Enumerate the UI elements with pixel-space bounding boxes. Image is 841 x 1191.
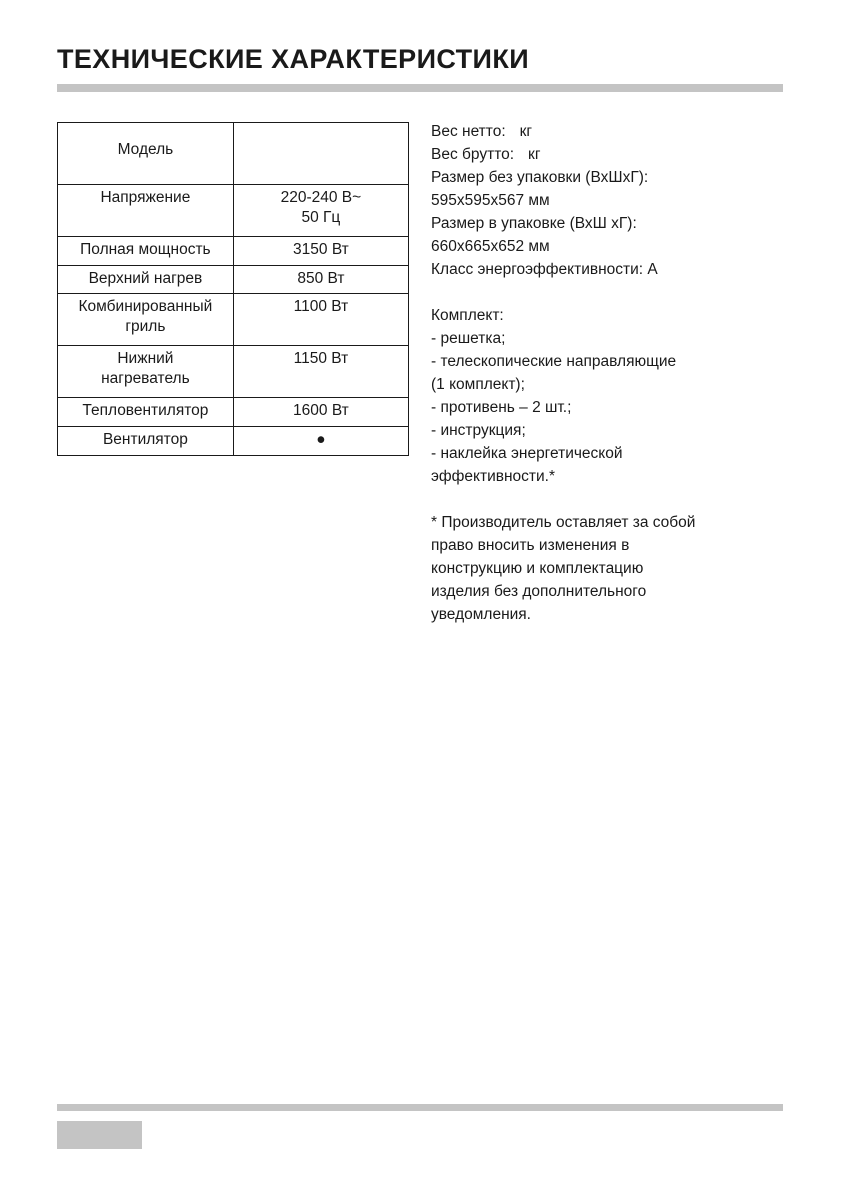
page-title: ТЕХНИЧЕСКИЕ ХАРАКТЕРИСТИКИ — [57, 44, 530, 74]
row-label-fan: Вентилятор — [58, 427, 234, 456]
table-row — [58, 427, 409, 456]
kit-heading: Комплект: — [431, 307, 504, 324]
row-label-combined-grill: Комбинированный гриль — [58, 294, 234, 346]
row-value-voltage: 220-240 В~ 50 Гц — [233, 185, 408, 237]
disclaimer-line: конструкцию и комплектацию — [431, 560, 644, 577]
energy-class: Класс энергоэффективности: А — [431, 261, 658, 278]
table-row — [58, 294, 409, 346]
size-packed-label: Размер в упаковке (ВхШ хГ): — [431, 215, 637, 232]
specs-column — [431, 120, 761, 626]
row-label-fan-heater: Тепловентилятор — [58, 398, 234, 427]
table-row — [58, 237, 409, 266]
row-value-fan-heater: 1600 Вт — [233, 398, 408, 427]
net-weight — [431, 120, 761, 143]
size-packed-value: 660х665х652 мм — [431, 238, 550, 255]
footer-divider — [57, 1104, 783, 1111]
row-value-top-heat: 850 Вт — [233, 266, 408, 294]
size-unpacked-value: 595х595х567 мм — [431, 192, 550, 209]
row-label-total-power: Полная мощность — [58, 237, 234, 266]
header-divider — [57, 84, 783, 92]
disclaimer-line: изделия без дополнительного — [431, 583, 647, 600]
net-weight-label: Вес нетто: — [431, 123, 506, 140]
gross-weight-label: Вес брутто: — [431, 146, 515, 163]
table-row — [58, 398, 409, 427]
disclaimer-line: * Производитель оставляет за собой — [431, 514, 696, 531]
list-item: - инструкция; — [431, 422, 526, 439]
table-row — [58, 266, 409, 294]
row-value-combined-grill: 1100 Вт — [233, 294, 408, 346]
row-label-voltage: Напряжение — [58, 185, 234, 237]
table-row — [58, 123, 409, 185]
list-item: (1 комплект); — [431, 376, 525, 393]
row-value-fan: ● — [233, 427, 408, 456]
row-label-model: Модель — [58, 123, 234, 185]
gross-weight — [431, 143, 761, 166]
spacer — [431, 281, 761, 304]
row-value-bottom-heater: 1150 Вт — [233, 346, 408, 398]
list-item: - противень – 2 шт.; — [431, 399, 572, 416]
net-weight-unit: кг — [519, 123, 533, 140]
gross-weight-unit: кг — [528, 146, 541, 163]
disclaimer-line: право вносить изменения в — [431, 537, 630, 554]
spec-table — [57, 122, 409, 456]
table-row — [58, 346, 409, 398]
size-unpacked-label: Размер без упаковки (ВхШхГ): — [431, 169, 649, 186]
list-item: - решетка; — [431, 330, 506, 347]
row-label-bottom-heater: Нижний нагреватель — [58, 346, 234, 398]
disclaimer-line: уведомления. — [431, 606, 531, 623]
list-item: - наклейка энергетической — [431, 445, 623, 462]
row-value-total-power: 3150 Вт — [233, 237, 408, 266]
page-number-tab — [57, 1121, 142, 1149]
row-label-top-heat: Верхний нагрев — [58, 266, 234, 294]
list-item: - телескопические направляющие — [431, 353, 677, 370]
row-value-model — [233, 123, 408, 185]
table-row — [58, 185, 409, 237]
list-item: эффективности.* — [431, 468, 556, 485]
spacer — [431, 488, 761, 511]
